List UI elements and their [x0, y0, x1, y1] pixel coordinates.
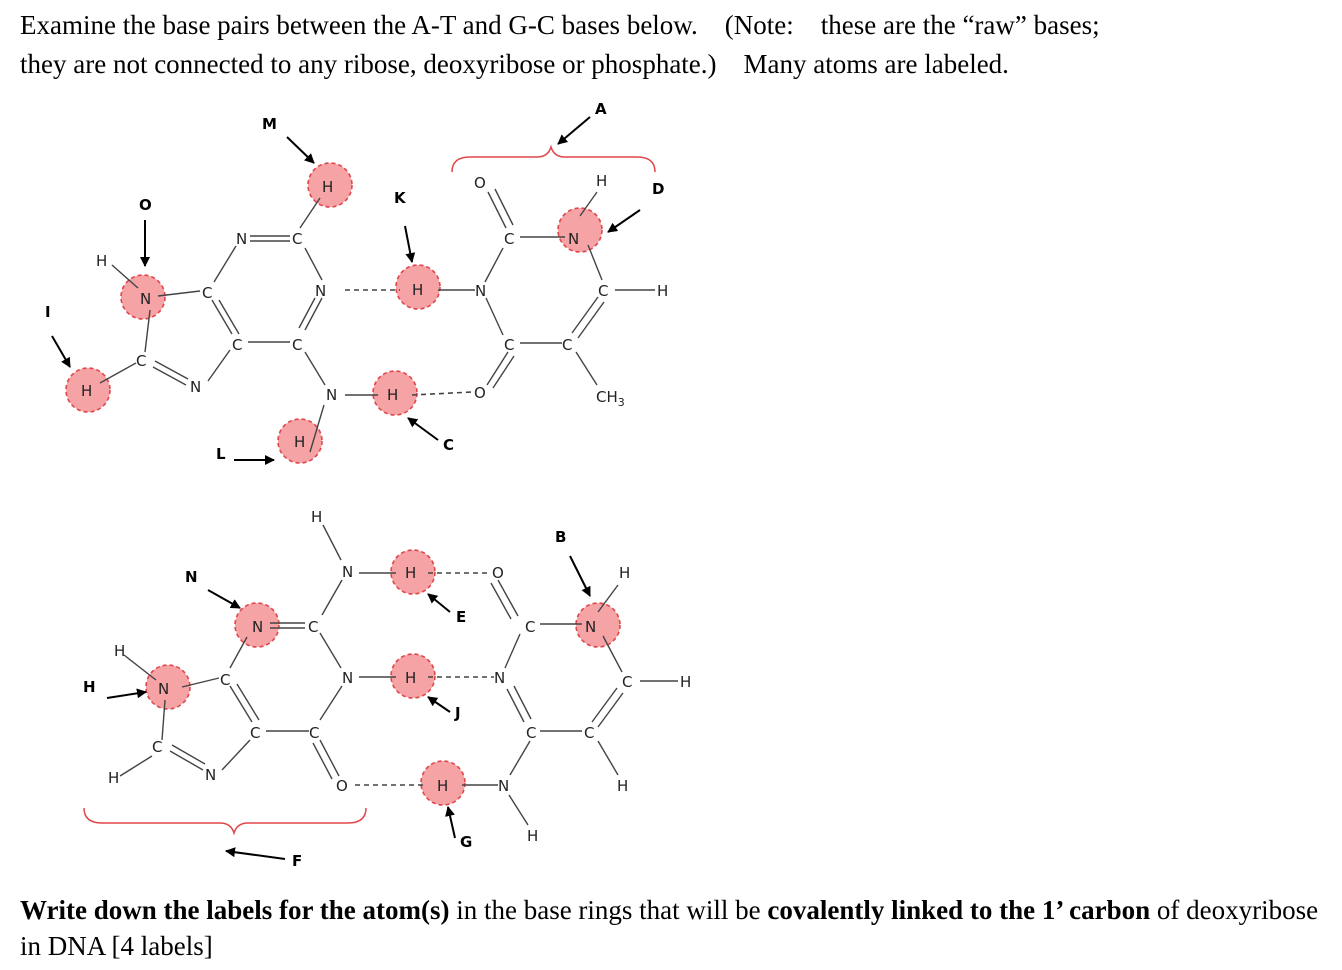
atom-n: N	[326, 386, 338, 404]
intro-line-1: Examine the base pairs between the A-T and G-C bases below. (Note: these are the “raw” bases;	[20, 10, 1100, 40]
atom-c: C	[504, 336, 515, 354]
question-text	[20, 892, 1330, 964]
atom-n: N	[568, 230, 580, 248]
atom-c: C	[136, 352, 147, 370]
highlight-atom-b	[576, 603, 620, 647]
atom-c: C	[309, 724, 320, 742]
atom-h: H	[596, 172, 608, 190]
atom-h: H	[96, 252, 108, 270]
brace-f	[84, 808, 366, 833]
atom-c: C	[526, 724, 537, 742]
atom-h: H	[437, 777, 449, 795]
atom-n: N	[205, 766, 217, 784]
atom-c: C	[584, 724, 595, 742]
bottom-arrows	[107, 556, 590, 859]
atom-n: N	[342, 563, 354, 581]
atom-n: N	[475, 282, 487, 300]
label-o: O	[139, 196, 152, 214]
question-text-4: of deoxyribose in DNA [4 labels]	[20, 895, 1319, 961]
intro-line-2: they are not connected to any ribose, deoxyribose or phosphate.) Many atoms are labeled.	[20, 49, 1009, 79]
atom-h: H	[527, 827, 539, 845]
atom-h: H	[412, 281, 424, 299]
atom-h: H	[108, 769, 120, 787]
label-j: J	[455, 704, 461, 722]
atom-n: N	[158, 680, 170, 698]
atom-h: H	[619, 564, 631, 582]
atom-n: N	[498, 777, 510, 795]
atom-c: C	[250, 724, 261, 742]
brace-a	[452, 147, 655, 172]
atom-c: C	[504, 230, 515, 248]
label-k: K	[394, 189, 406, 207]
atom-h: H	[680, 673, 692, 691]
atom-h: H	[322, 178, 334, 196]
label-d: D	[652, 180, 665, 198]
atom-h: H	[81, 382, 93, 400]
atom-n: N	[315, 282, 327, 300]
atom-h: H	[294, 433, 306, 451]
atom-c: C	[220, 671, 231, 689]
atom-c: C	[232, 336, 243, 354]
atom-h: H	[114, 642, 126, 660]
atom-h: H	[405, 669, 417, 687]
atom-o: O	[492, 564, 504, 582]
label-n: N	[185, 568, 198, 586]
atom-h: H	[617, 777, 629, 795]
label-f: F	[292, 852, 303, 870]
label-l: L	[216, 445, 226, 463]
question-bold-1: Write down the labels for the atom(s)	[20, 895, 450, 925]
atom-n: N	[140, 290, 152, 308]
highlight-atom-d	[558, 208, 602, 252]
label-a: A	[595, 100, 607, 118]
atom-o: O	[474, 174, 486, 192]
atom-h: H	[405, 564, 417, 582]
label-e: E	[456, 608, 467, 626]
atom-h: H	[387, 386, 399, 404]
atom-c: C	[292, 230, 303, 248]
atom-h: H	[657, 282, 669, 300]
label-g: G	[460, 833, 473, 851]
atom-c: C	[622, 673, 633, 691]
atom-o: O	[336, 777, 348, 795]
atom-c: C	[562, 336, 573, 354]
atom-c: C	[152, 738, 163, 756]
label-m: M	[262, 115, 277, 133]
atom-c: C	[202, 284, 213, 302]
atom-c: C	[525, 618, 536, 636]
question-text-2: in the base rings that will be	[449, 895, 768, 925]
question-bold-3: covalently linked to the 1’ carbon	[767, 895, 1151, 925]
atom-n: N	[585, 618, 597, 636]
atom-n: N	[236, 230, 248, 248]
atom-c: C	[598, 282, 609, 300]
label-i: I	[45, 303, 51, 321]
atom-ch3: $CH_3$	[596, 388, 625, 409]
label-h: H	[83, 678, 96, 696]
label-b: B	[555, 528, 567, 546]
atom-h: H	[311, 508, 323, 526]
atom-c: C	[308, 618, 319, 636]
atom-n: N	[342, 669, 354, 687]
label-c: C	[443, 436, 455, 454]
atom-n: N	[190, 378, 202, 396]
atom-n: N	[494, 669, 506, 687]
atom-n: N	[252, 618, 264, 636]
atom-c: C	[292, 336, 303, 354]
atom-o: O	[474, 384, 486, 402]
